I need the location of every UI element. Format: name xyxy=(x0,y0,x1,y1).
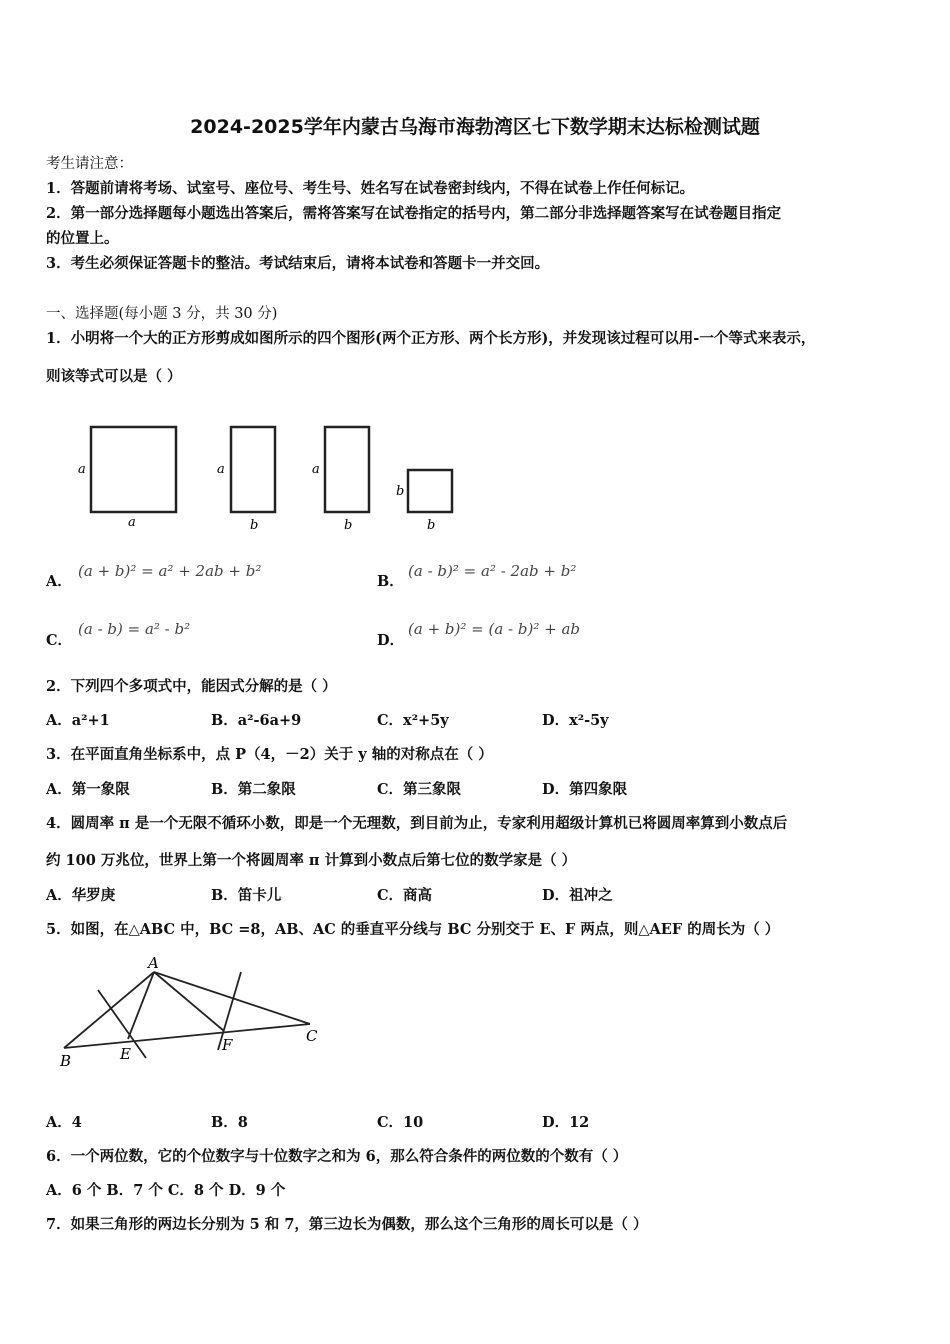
fig-label: a xyxy=(312,462,320,477)
fig-label: b xyxy=(427,518,436,533)
notice-item-2: 2．第一部分选择题每小题选出答案后，需将答案写在试卷指定的括号内，第二部分非选择题答案写在试卷题目指定 xyxy=(46,205,782,222)
small-square xyxy=(408,470,452,512)
q5-option-d[interactable]: D．12 xyxy=(542,1114,590,1131)
q2-option-d[interactable]: D．x²-5y xyxy=(542,712,609,729)
q4-option-b[interactable]: B．笛卡儿 xyxy=(211,887,282,904)
q2-option-b[interactable]: B．a²-6a+9 xyxy=(211,712,302,729)
notice-heading: 考生请注意： xyxy=(46,156,133,172)
notice-item-2-cont: 的位置上。 xyxy=(46,230,119,247)
q3-stem: 3．在平面直角坐标系中，点 P（4，－2）关于 y 轴的对称点在（ ） xyxy=(46,746,493,763)
q1-stem-line2: 则该等式可以是（ ） xyxy=(46,368,182,385)
point-label-c: C xyxy=(306,1027,318,1045)
q1-option-c-label[interactable]: C． xyxy=(46,632,73,649)
big-square xyxy=(91,427,176,512)
q5-stem: 5．如图，在△ABC 中，BC =8，AB、AC 的垂直平分线与 BC 分别交于 E、F 两点，则△AEF 的周长为（ ） xyxy=(46,921,780,938)
q1-stem-line1: 1．小明将一个大的正方形剪成如图所示的四个图形(两个正方形、两个长方形)，并发现该过程可以用-一个等式来表示， xyxy=(46,330,816,347)
q7-stem: 7．如果三角形的两边长分别为 5 和 7，第三边长为偶数，那么这个三角形的周长可以是（ ） xyxy=(46,1216,648,1233)
q1-option-a-formula: (a + b)² = a² + 2ab + b² xyxy=(78,562,262,580)
q1-option-b-label[interactable]: B． xyxy=(377,573,404,590)
q4-option-c[interactable]: C．商高 xyxy=(377,887,433,904)
q6-stem: 6．一个两位数，它的个位数字与十位数字之和为 6，那么符合条件的两位数的个数有（ ） xyxy=(46,1148,628,1165)
fig-label: b xyxy=(344,518,353,533)
notice-item-3: 3．考生必须保证答题卡的整洁。考试结束后，请将本试卷和答题卡一并交回。 xyxy=(46,255,550,272)
rect-2 xyxy=(325,427,369,512)
page-title: 2024-2025学年内蒙古乌海市海勃湾区七下数学期末达标检测试题 xyxy=(190,116,760,138)
q5-option-b[interactable]: B．8 xyxy=(211,1114,248,1131)
q1-option-b-formula: (a - b)² = a² - 2ab + b² xyxy=(408,562,577,580)
point-label-f: F xyxy=(222,1036,233,1054)
side-ac xyxy=(154,972,310,1024)
q4-stem-line2: 约 100 万兆位，世界上第一个将圆周率 π 计算到小数点后第七位的数学家是（ ） xyxy=(46,852,577,869)
side-ab xyxy=(64,972,154,1048)
q5-triangle-figure xyxy=(50,950,340,1080)
point-label-e: E xyxy=(120,1045,131,1063)
fig-label: a xyxy=(217,462,225,477)
q3-option-c[interactable]: C．第三象限 xyxy=(377,781,462,798)
q4-option-a[interactable]: A．华罗庚 xyxy=(46,887,116,904)
q2-stem: 2．下列四个多项式中，能因式分解的是（ ） xyxy=(46,678,337,695)
fig-label: b xyxy=(250,518,259,533)
q6-options[interactable]: A．6 个 B．7 个 C．8 个 D．9 个 xyxy=(46,1182,286,1199)
q1-option-a-label[interactable]: A． xyxy=(46,573,72,590)
q4-stem-line1: 4．圆周率 π 是一个无限不循环小数，即是一个无理数，到目前为止，专家利用超级计算机已将圆周率算到小数点后 xyxy=(46,815,788,832)
q2-option-c[interactable]: C．x²+5y xyxy=(377,712,449,729)
fig-label: a xyxy=(78,462,86,477)
q5-option-c[interactable]: C．10 xyxy=(377,1114,424,1131)
rect-1 xyxy=(231,427,275,512)
q3-option-d[interactable]: D．第四象限 xyxy=(542,781,628,798)
side-bc xyxy=(64,1024,310,1048)
q5-option-a[interactable]: A．4 xyxy=(46,1114,82,1131)
notice-item-1: 1．答题前请将考场、试室号、座位号、考生号、姓名写在试卷密封线内，不得在试卷上作任何标记。 xyxy=(46,180,695,197)
q3-option-b[interactable]: B．第二象限 xyxy=(211,781,296,798)
fig-label: a xyxy=(128,515,136,530)
q3-option-a[interactable]: A．第一象限 xyxy=(46,781,130,798)
segment-af xyxy=(154,972,224,1031)
point-label-a: A xyxy=(148,954,159,972)
fig-label: b xyxy=(396,484,405,499)
section-heading: 一、选择题(每小题 3 分，共 30 分) xyxy=(46,306,278,322)
q1-option-c-formula: (a - b) = a² - b² xyxy=(78,620,191,638)
q1-option-d-label[interactable]: D． xyxy=(377,632,405,649)
q4-option-d[interactable]: D．祖冲之 xyxy=(542,887,613,904)
q1-figure xyxy=(70,418,470,538)
q2-option-a[interactable]: A．a²+1 xyxy=(46,712,110,729)
q1-option-d-formula: (a + b)² = (a - b)² + ab xyxy=(408,620,580,638)
point-label-b: B xyxy=(60,1052,72,1070)
